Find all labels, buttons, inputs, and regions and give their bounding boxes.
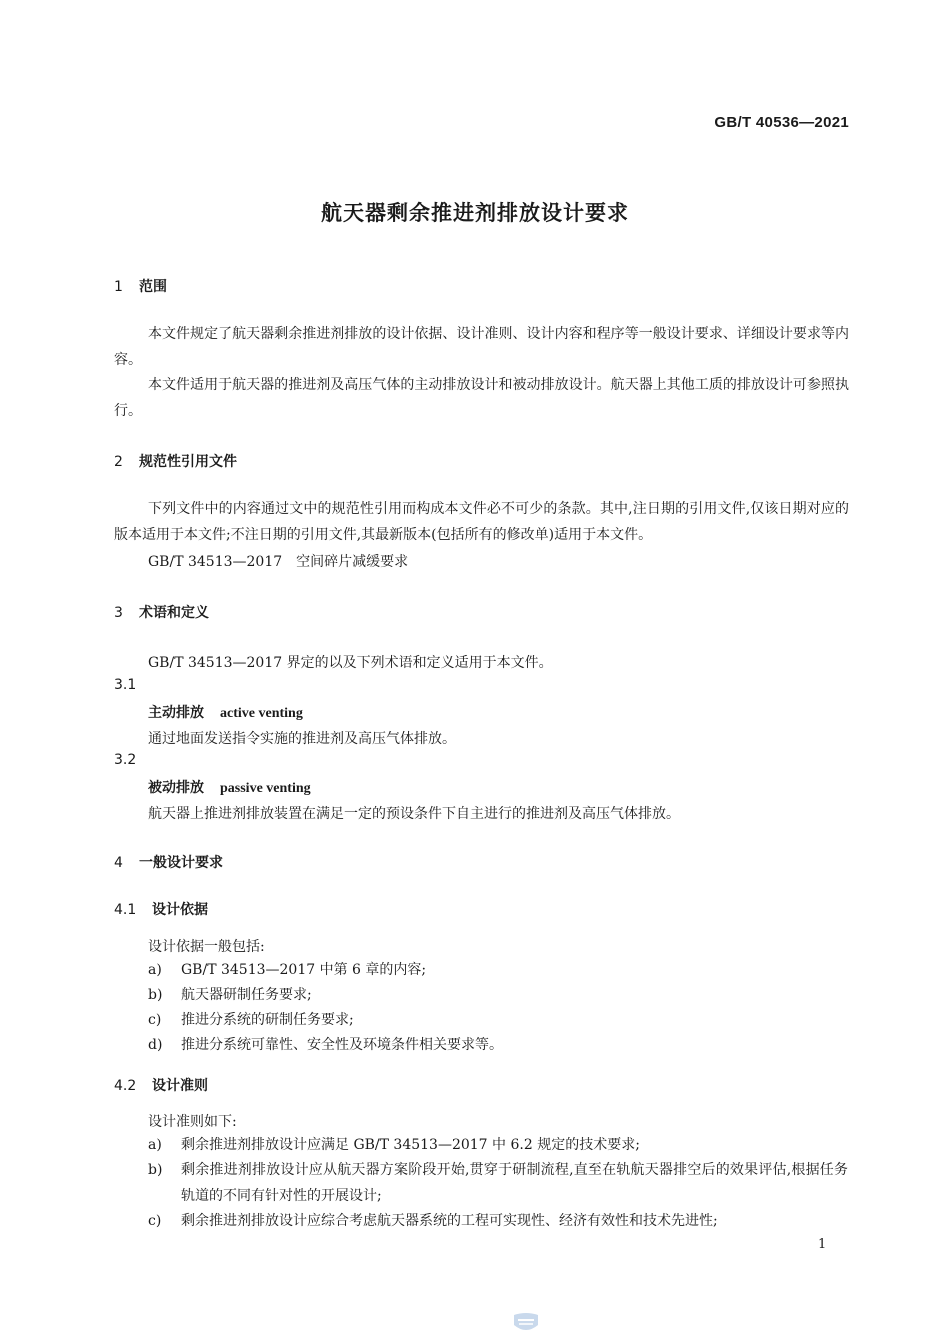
subsection-number: 4.2 [114, 1078, 137, 1094]
subsection-4-1-heading [114, 899, 208, 919]
paragraph: 本文件规定了航天器剩余推进剂排放的设计依据、设计准则、设计内容和程序等一般设计要求、详细设计要求等内容。 [114, 326, 849, 368]
section-number: 2 [114, 454, 123, 470]
list-text: 推进分系统的研制任务要求; [181, 1012, 354, 1028]
term-definition: 航天器上推进剂排放装置在满足一定的预设条件下自主进行的推进剂及高压气体排放。 [148, 806, 680, 822]
list-intro: 设计依据一般包括: [148, 939, 265, 955]
section-1-heading [114, 276, 167, 296]
paragraph: 本文件适用于航天器的推进剂及高压气体的主动排放设计和被动排放设计。航天器上其他工质的排放设计可参照执行。 [114, 377, 849, 419]
sac-logo-icon [511, 1311, 541, 1335]
list-item [148, 1157, 848, 1209]
list-text: 剩余推进剂排放设计应满足 GB/T 34513—2017 中 6.2 规定的技术要求; [181, 1137, 640, 1153]
term-en: active venting [220, 706, 303, 721]
term-entry [148, 702, 303, 722]
section-number: 1 [114, 279, 123, 295]
document-title: 航天器剩余推进剂排放设计要求 [321, 201, 629, 225]
list-item [148, 1132, 848, 1158]
section-2-heading [114, 451, 237, 471]
list-text: 剩余推进剂排放设计应综合考虑航天器系统的工程可实现性、经济有效性和技术先进性; [181, 1213, 718, 1229]
list-item [148, 1032, 848, 1058]
term-number: 3.2 [114, 752, 137, 768]
list-marker: b) [148, 987, 163, 1003]
section-number: 3 [114, 605, 123, 621]
term-en: passive venting [220, 781, 311, 796]
list-marker: c) [148, 1213, 162, 1229]
section-number: 4 [114, 855, 123, 871]
section-title: 范围 [139, 279, 167, 295]
section-3-heading [114, 602, 209, 622]
paragraph: GB/T 34513—2017 界定的以及下列术语和定义适用于本文件。 [148, 655, 553, 671]
page-number: 1 [818, 1237, 827, 1252]
section-title: 规范性引用文件 [139, 454, 237, 470]
list-marker: a) [148, 1137, 162, 1153]
subsection-title: 设计准则 [152, 1078, 208, 1094]
normative-reference: GB/T 34513—2017 空间碎片减缓要求 [148, 554, 409, 570]
list-intro: 设计准则如下: [148, 1114, 237, 1130]
term-definition: 通过地面发送指令实施的推进剂及高压气体排放。 [148, 731, 456, 747]
term-zh: 被动排放 [148, 780, 204, 796]
list-text: GB/T 34513—2017 中第 6 章的内容; [181, 962, 427, 978]
list-marker: a) [148, 962, 162, 978]
term-number: 3.1 [114, 677, 137, 693]
standard-code: GB/T 40536—2021 [714, 114, 849, 131]
paragraph: 下列文件中的内容通过文中的规范性引用而构成本文件必不可少的条款。其中,注日期的引用文件,仅该日期对应的版本适用于本文件;不注日期的引用文件,其最新版本(包括所有的修改单)适用于本文件。 [114, 501, 849, 543]
list-marker: d) [148, 1037, 163, 1053]
section-title: 一般设计要求 [139, 855, 223, 871]
subsection-number: 4.1 [114, 902, 137, 918]
section-title: 术语和定义 [139, 605, 209, 621]
list-item [148, 1208, 848, 1234]
term-zh: 主动排放 [148, 705, 204, 721]
subsection-title: 设计依据 [152, 902, 208, 918]
subsection-4-2-heading [114, 1075, 208, 1095]
list-text: 推进分系统可靠性、安全性及环境条件相关要求等。 [181, 1037, 503, 1053]
list-text: 航天器研制任务要求; [181, 987, 312, 1003]
term-entry [148, 777, 311, 797]
list-text: 剩余推进剂排放设计应从航天器方案阶段开始,贯穿于研制流程,直至在轨航天器排空后的效果评估,根据任务轨道的不同有针对性的开展设计; [181, 1162, 848, 1204]
list-marker: b) [148, 1162, 163, 1178]
list-marker: c) [148, 1012, 162, 1028]
list-item [148, 982, 848, 1008]
list-item [148, 1007, 848, 1033]
list-item [148, 957, 848, 983]
section-4-heading [114, 852, 223, 872]
